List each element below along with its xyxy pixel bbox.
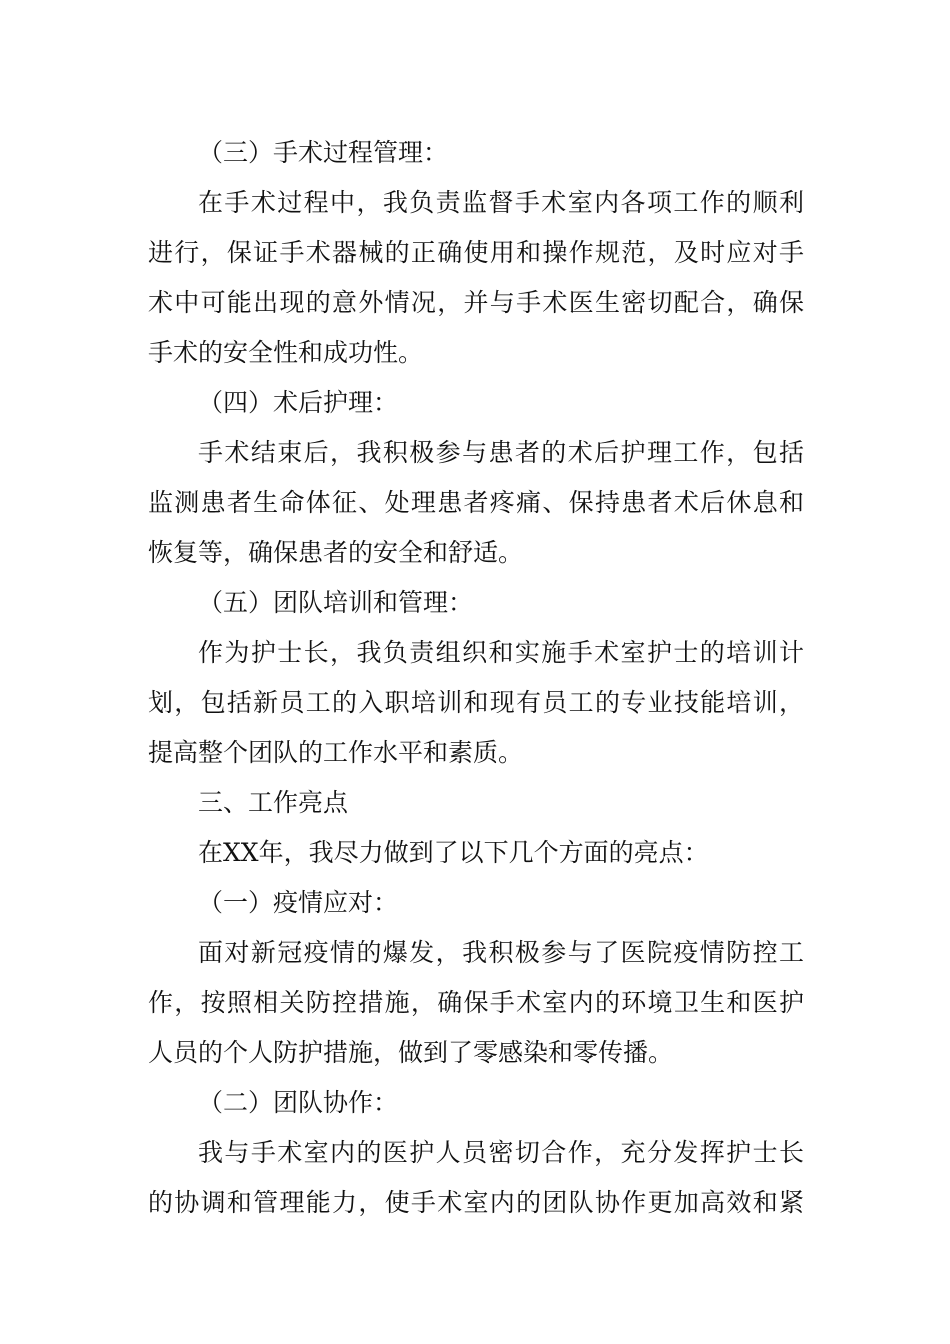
paragraph-line: 术中可能出现的意外情况，并与手术医生密切配合，确保	[148, 288, 804, 317]
section-heading-highlights: 三、工作亮点	[198, 788, 349, 817]
paragraph-line: 进行，保证手术器械的正确使用和操作规范，及时应对手	[148, 238, 804, 267]
paragraph-line: 恢复等，确保患者的安全和舒适。	[148, 538, 524, 567]
paragraph-line: 人员的个人防护措施，做到了零感染和零传播。	[148, 1038, 674, 1067]
subheading-team-collaboration: （二）团队协作：	[198, 1088, 399, 1117]
subheading-team-training: （五）团队培训和管理：	[198, 588, 474, 617]
subheading-epidemic-response: （一）疫情应对：	[198, 888, 399, 917]
paragraph-line: 划，包括新员工的入职培训和现有员工的专业技能培训，	[148, 688, 804, 717]
paragraph-line: 作，按照相关防控措施，确保手术室内的环境卫生和医护	[148, 988, 804, 1017]
paragraph-line: 的协调和管理能力，使手术室内的团队协作更加高效和紧	[148, 1188, 804, 1217]
document-body	[148, 128, 804, 1228]
paragraph-line: 监测患者生命体征、处理患者疼痛、保持患者术后休息和	[148, 488, 804, 517]
paragraph-line: 提高整个团队的工作水平和素质。	[148, 738, 524, 767]
subheading-post-op-care: （四）术后护理：	[198, 388, 399, 417]
paragraph-line: 在XX年，我尽力做到了以下几个方面的亮点：	[198, 838, 709, 867]
paragraph-line: 面对新冠疫情的爆发，我积极参与了医院疫情防控工	[198, 938, 804, 967]
paragraph-line: 手术的安全性和成功性。	[148, 338, 424, 367]
paragraph-line: 手术结束后，我积极参与患者的术后护理工作，包括	[198, 438, 804, 467]
paragraph-line: 在手术过程中，我负责监督手术室内各项工作的顺利	[198, 188, 804, 217]
paragraph-line: 作为护士长，我负责组织和实施手术室护士的培训计	[198, 638, 804, 667]
paragraph-line: 我与手术室内的医护人员密切合作，充分发挥护士长	[198, 1138, 804, 1167]
subheading-surgery-process: （三）手术过程管理：	[198, 138, 449, 167]
